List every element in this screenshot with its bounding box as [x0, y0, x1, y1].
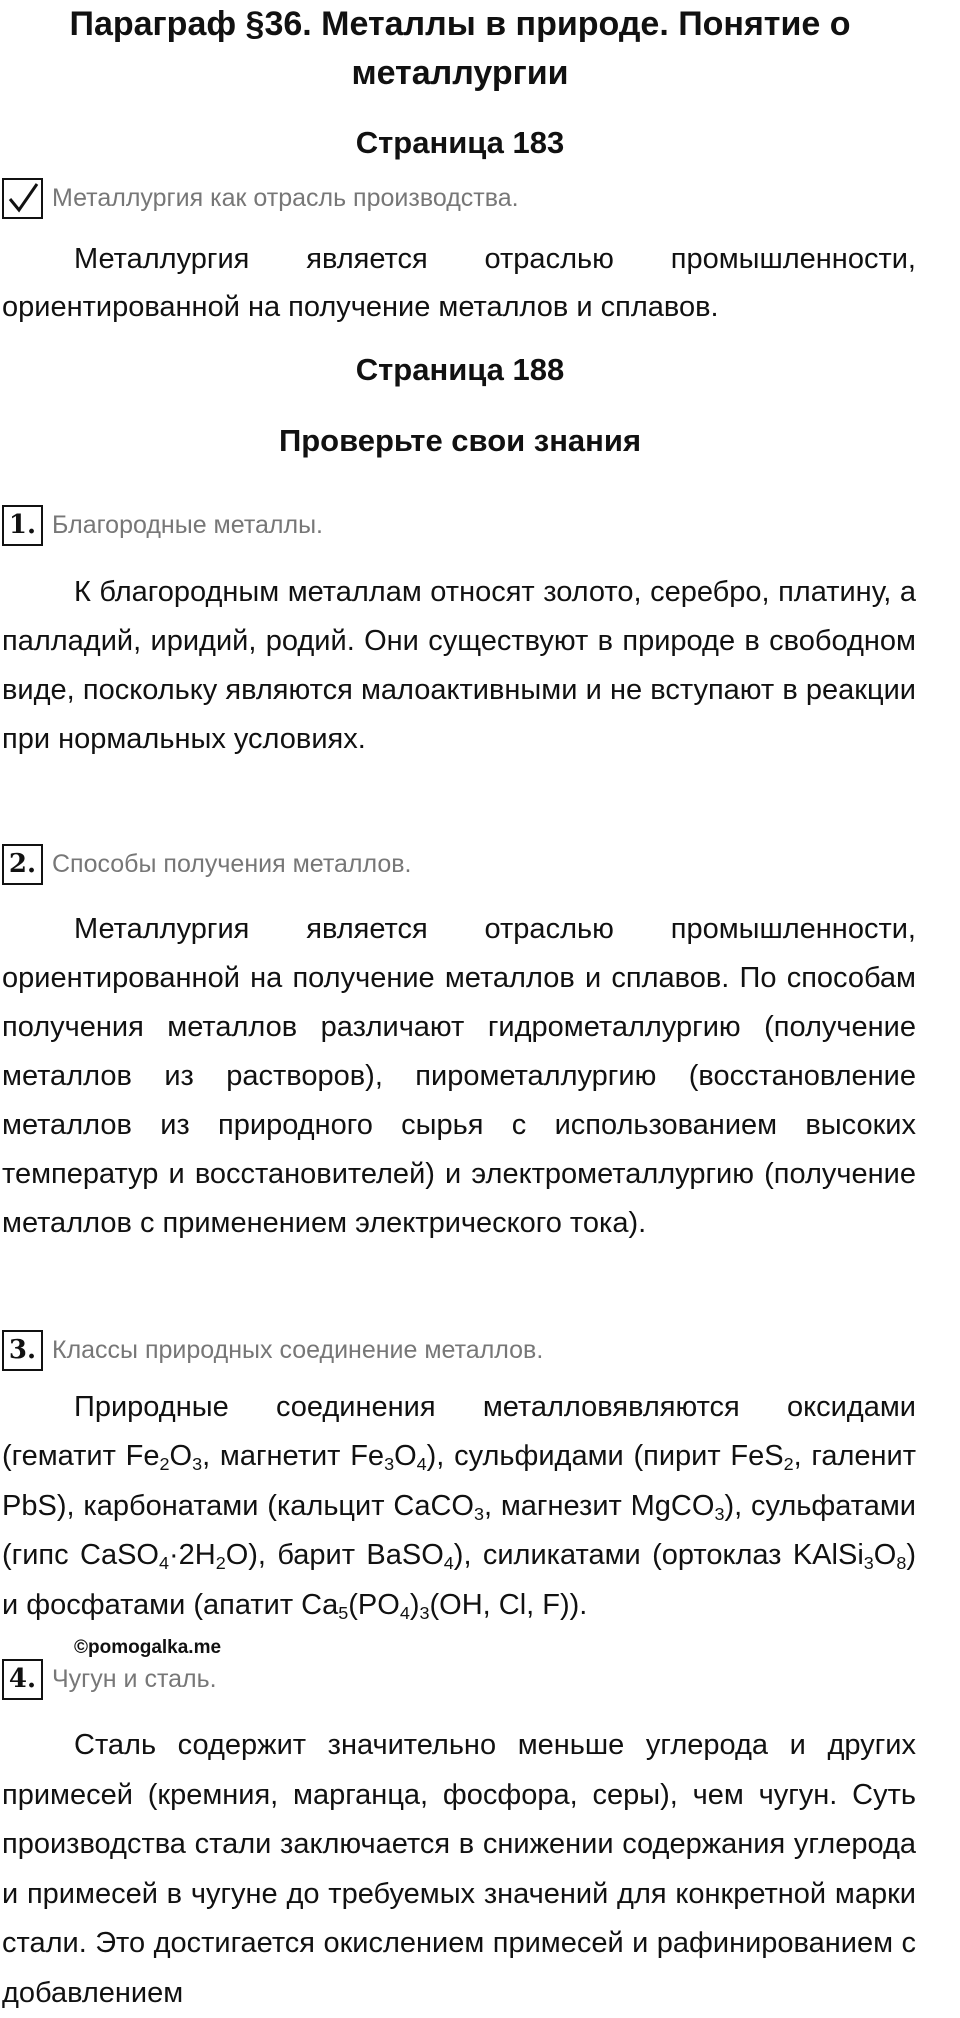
item-number-badge: 1. — [2, 505, 43, 546]
item-text: Металлургия является отраслью промышленности, ориентированной на получение металлов и сплавов. — [2, 243, 916, 323]
item-title: Благородные металлы. — [52, 510, 323, 539]
section-heading: Проверьте свои знания — [278, 423, 642, 458]
item-title: Способы получения металлов. — [52, 849, 412, 878]
item-number-badge: 2. — [2, 844, 43, 885]
item-title: Чугун и сталь. — [52, 1664, 217, 1693]
item-number-badge: 4. — [2, 1659, 43, 1700]
item-header-1 — [2, 503, 323, 547]
page-number-heading: Страница 183 — [355, 125, 565, 160]
item-header-4 — [2, 1657, 217, 1701]
item-header-2 — [2, 842, 412, 886]
item-text-chemistry: Природные соединения металловявляются оксидами (гематит $Fe_2O_3$, магнетит $Fe_3O_4$), сульфидами (пирит FeS$_2$, галенит PbS), карбонатами (кальцит CaCO$_3$, магнезит MgCO$_3$), сульфатами (гипс $CaSO_4\cdot 2H_2O$), барит BaSO$_4$), силикатами (ортоклаз $KAlSi_3O_8$) и фосфатами (апатит $Ca_5(PO_4)_3(OH$, Cl, F)). — [2, 1391, 916, 1623]
item-number-badge: 3. — [2, 1330, 43, 1371]
page-title: Параграф §36. Металлы в природе. Понятие о металлургии — [69, 5, 851, 92]
item-header-0 — [2, 176, 519, 220]
checkmark-icon — [2, 178, 43, 219]
item-title: Классы природных соединение металлов. — [52, 1335, 544, 1364]
item-text: Сталь содержит значительно меньше углерода и других примесей (кремния, марганца, фосфора, серы), чем чугун. Суть производства стали заключается в снижении содержания углерода и примесей в чугуне до требуемых значений для конкретной марки стали. Это достигается окислением примесей и рафинированием с добавлением — [2, 1729, 916, 2009]
watermark: ©pomogalka.me — [74, 1637, 222, 1658]
page-number-heading: Страница 188 — [355, 352, 565, 387]
item-title: Металлургия как отрасль производства. — [52, 183, 519, 212]
item-text: К благородным металлам относят золото, серебро, платину, а палладий, иридий, родий. Они существуют в природе в свободном виде, поскольку являются малоактивными и не вступают в реакции при нормальных условиях. — [2, 576, 916, 755]
item-text: Металлургия является отраслью промышленности, ориентированной на получение металлов и сплавов. По способам получения металлов различают гидрометаллургию (получение металлов из растворов), пирометаллургию (восстановление металлов из природного сырья с использованием высоких температур и восстановителей) и электрометаллургию (получение металлов с применением электрического тока). — [2, 913, 916, 1239]
item-header-3 — [2, 1328, 543, 1372]
